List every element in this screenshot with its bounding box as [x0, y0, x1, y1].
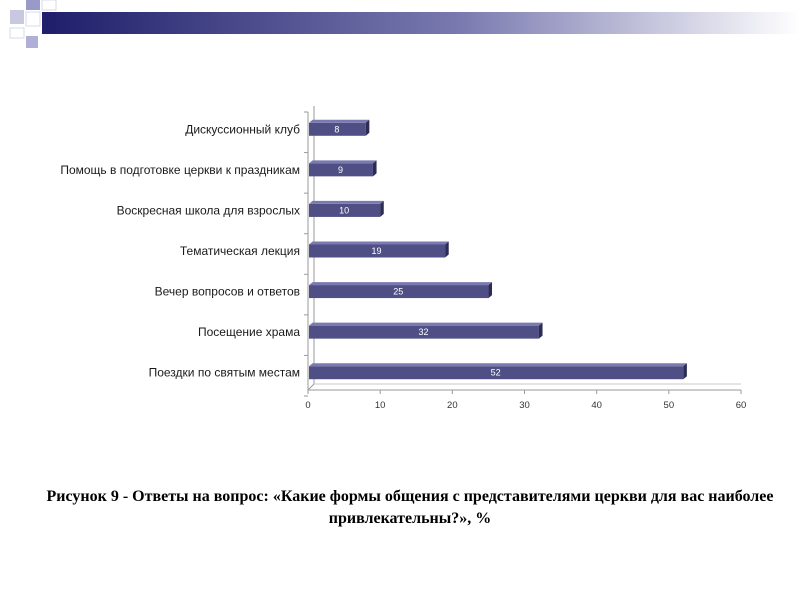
data-label: 32	[418, 327, 429, 338]
category-label: Посещение храма	[198, 325, 300, 340]
category-label: Поездки по святым местам	[148, 365, 300, 380]
data-label: 19	[371, 246, 382, 256]
data-label: 25	[393, 286, 404, 297]
chart-bars	[309, 120, 687, 379]
x-tick-label: 40	[591, 400, 602, 411]
bar-top-face	[309, 282, 492, 285]
category-label: Тематическая лекция	[179, 244, 300, 258]
data-label: 9	[337, 164, 343, 175]
bar-top-face	[309, 242, 449, 245]
x-tick-label: 30	[519, 400, 530, 411]
category-label: Воскресная школа для взрослых	[116, 203, 300, 218]
bar-top-face	[309, 120, 369, 123]
category-label: Вечер вопросов и ответов	[154, 284, 300, 299]
floor-edge	[308, 384, 314, 390]
category-label: Помощь в подготовке церкви к праздникам	[60, 162, 300, 177]
data-label: 8	[334, 124, 340, 135]
bar-top-face	[309, 323, 543, 326]
bar-top-face	[309, 160, 377, 163]
bar-top-face	[309, 363, 687, 366]
data-label: 10	[339, 205, 350, 216]
data-label: 52	[490, 367, 501, 378]
x-tick-label: 0	[305, 400, 311, 411]
category-label: Дискуссионный клуб	[185, 122, 300, 137]
figure-caption: Рисунок 9 - Ответы на вопрос: «Какие формы общения с представителями церкви для вас наиболее привлекательны?», %	[46, 488, 774, 527]
bar-top-face	[309, 201, 384, 204]
x-tick-label: 60	[735, 400, 747, 411]
x-tick-label: 10	[374, 400, 386, 411]
x-tick-label: 50	[663, 400, 675, 411]
x-tick-label: 20	[447, 400, 458, 411]
